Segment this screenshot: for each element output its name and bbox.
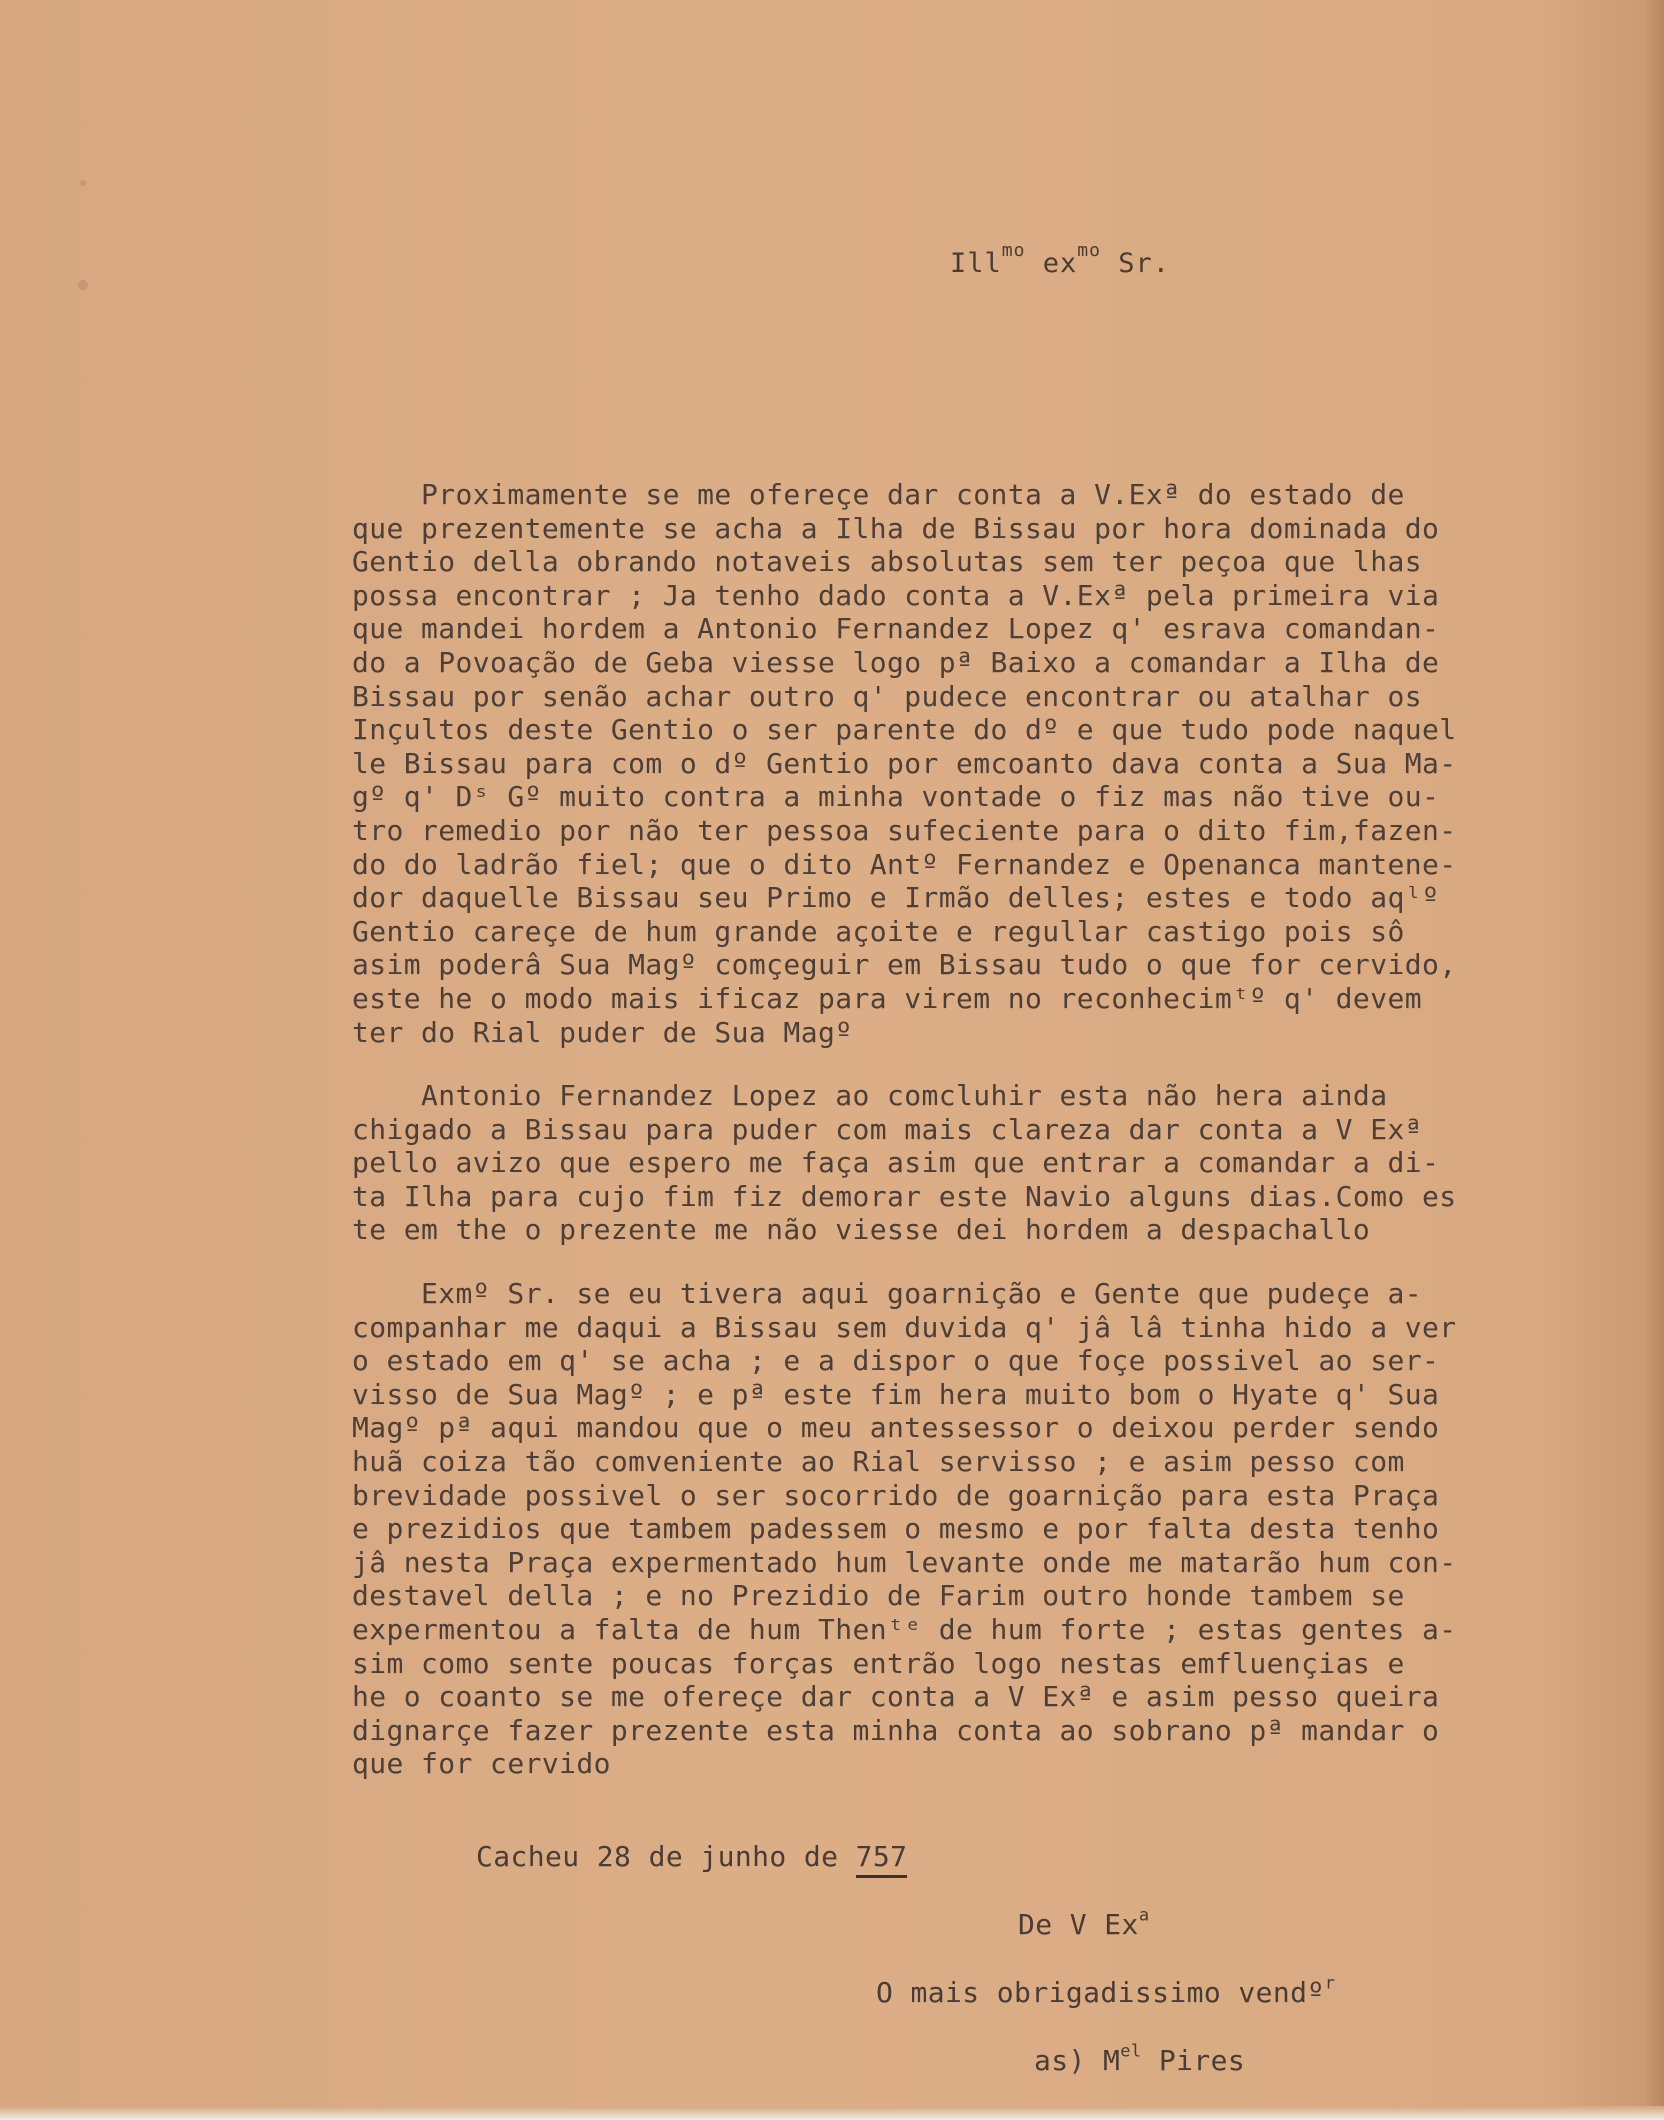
text-line: possa encontrar ; Ja tenho dado conta a V.Exª pela primeira via	[352, 578, 1440, 612]
salutation	[950, 239, 1170, 279]
text-line: ta Ilha para cujo fim fiz demorar este Navio alguns dias.Como es	[352, 1179, 1457, 1213]
text-line: dor daquelle Bissau seu Primo e Irmão delles; estes e todo aqˡº	[352, 881, 1440, 915]
paragraph	[352, 1277, 1632, 1781]
text-line: e prezidios que tambem padessem o mesmo e por falta desta tenho	[352, 1512, 1440, 1546]
text-line: ter do Rial puder de Sua Magº	[352, 1015, 853, 1049]
salutation-sr: Sr.	[1118, 248, 1170, 279]
signature-sup: el	[1120, 2041, 1142, 2062]
text-line: do a Povoação de Geba viesse logo pª Baixo a comandar a Ilha de	[352, 645, 1440, 679]
text-line: Gentio careçe de hum grande açoite e regullar castigo pois sô	[352, 914, 1405, 948]
text-line: que prezentemente se acha a Ilha de Bissau por hora dominada do	[352, 511, 1440, 545]
valediction-de-sup: a	[1138, 1905, 1150, 1926]
text-line: brevidade possivel o ser socorrido de goarnição para esta Praça	[352, 1478, 1440, 1512]
text-line: Exmº Sr. se eu tivera aqui goarnição e Gente que pudeçe a-	[352, 1277, 1422, 1311]
paragraph	[352, 478, 1632, 1049]
salutation-ex: ex	[1042, 248, 1078, 279]
valediction-de: De V Ex	[1018, 1908, 1139, 1941]
text-line: que mandei hordem a Antonio Fernandez Lopez q' esrava comandan-	[352, 612, 1440, 646]
salutation-ill-sup: mo	[1001, 239, 1026, 261]
text-line: o estado em q' se acha ; e a dispor o que foçe possivel ao ser-	[352, 1344, 1440, 1378]
text-line: Magº pª aqui mandou que o meu antessessor o deixou perder sendo	[352, 1411, 1440, 1445]
place-date-line	[0, 1840, 1664, 1873]
text-line: dignarçe fazer prezente esta minha conta ao sobrano pª mandar o	[352, 1713, 1440, 1747]
text-line: tro remedio por não ter pessoa sufeciente para o dito fim,fazen-	[352, 813, 1457, 847]
signature-name: Pires	[1141, 2044, 1246, 2077]
text-line: expermentou a falta de hum Thenᵗᵉ de hum forte ; estas gentes a-	[352, 1613, 1457, 1646]
text-line: he o coanto se me ofereçe dar conta a V Exª e asim pesso queira	[352, 1680, 1440, 1714]
text-line: Gentio della obrando notaveis absolutas sem ter peçoa que lhas	[352, 545, 1422, 579]
valediction-line	[0, 1905, 1664, 1941]
text-line: Proximamente se me ofereçe dar conta a V.Exª do estado de	[352, 478, 1405, 511]
text-line: companhar me daqui a Bissau sem duvida q' jâ lâ tinha hido a ver	[352, 1310, 1457, 1344]
text-line: Bissau por senão achar outro q' pudece encontrar ou atalhar os	[352, 679, 1422, 713]
salutation-ill: Ill	[950, 248, 1002, 279]
text-line: que for cervido	[352, 1747, 611, 1781]
signature-prefix: as) M	[1034, 2044, 1121, 2077]
servant-text: O mais obrigadissimo vendº	[876, 1976, 1325, 2009]
text-line: le Bissau para com o dº Gentio por emcoanto dava conta a Sua Ma-	[352, 746, 1457, 780]
text-line: huã coiza tão comveniente ao Rial servisso ; e asim pesso com	[352, 1445, 1405, 1479]
text-line: Antonio Fernandez Lopez ao comcluhir esta não hera ainda	[352, 1079, 1388, 1113]
place-date: Cacheu 28 de junho de	[476, 1840, 856, 1873]
text-line: do do ladrão fiel; que o dito Antº Fernandez e Openanca mantene-	[352, 847, 1457, 881]
page-bottom-edge	[0, 2106, 1664, 2120]
text-line: chigado a Bissau para puder com mais clareza dar conta a V Exª	[352, 1112, 1422, 1146]
text-line: este he o modo mais ificaz para virem no reconhecimᵗº q' devem	[352, 981, 1422, 1015]
paper-spot	[78, 280, 88, 290]
text-line: Inçultos deste Gentio o ser parente do dº e que tudo pode naquel	[352, 713, 1457, 747]
paper-spot	[80, 180, 86, 186]
servant-sup: r	[1324, 1973, 1336, 1994]
text-line: jâ nesta Praça expermentado hum levante onde me matarão hum con-	[352, 1545, 1457, 1579]
servant-line	[0, 1973, 1664, 2009]
text-line: sim como sente poucas forças entrão logo nestas emfluençias e	[352, 1646, 1405, 1680]
text-line: destavel della ; e no Prezidio de Farim outro honde tambem se	[352, 1579, 1405, 1613]
text-line: te em the o prezente me não viesse dei hordem a despachallo	[352, 1213, 1371, 1247]
text-line: gº q' Dˢ Gº muito contra a minha vontade o fiz mas não tive ou-	[352, 780, 1440, 814]
paragraph	[352, 1079, 1632, 1247]
signature-line	[0, 2041, 1664, 2077]
letter-body	[352, 478, 1632, 1811]
year: 757	[856, 1840, 908, 1878]
text-line: pello avizo que espero me faça asim que entrar a comandar a di-	[352, 1146, 1440, 1180]
page-edge-shadow	[1642, 0, 1664, 2120]
text-line: asim poderâ Sua Magº comçeguir em Bissau tudo o que for cervido,	[352, 948, 1457, 982]
salutation-ex-sup: mo	[1077, 239, 1101, 261]
text-line: visso de Sua Magº ; e pª este fim hera muito bom o Hyate q' Sua	[352, 1377, 1440, 1411]
